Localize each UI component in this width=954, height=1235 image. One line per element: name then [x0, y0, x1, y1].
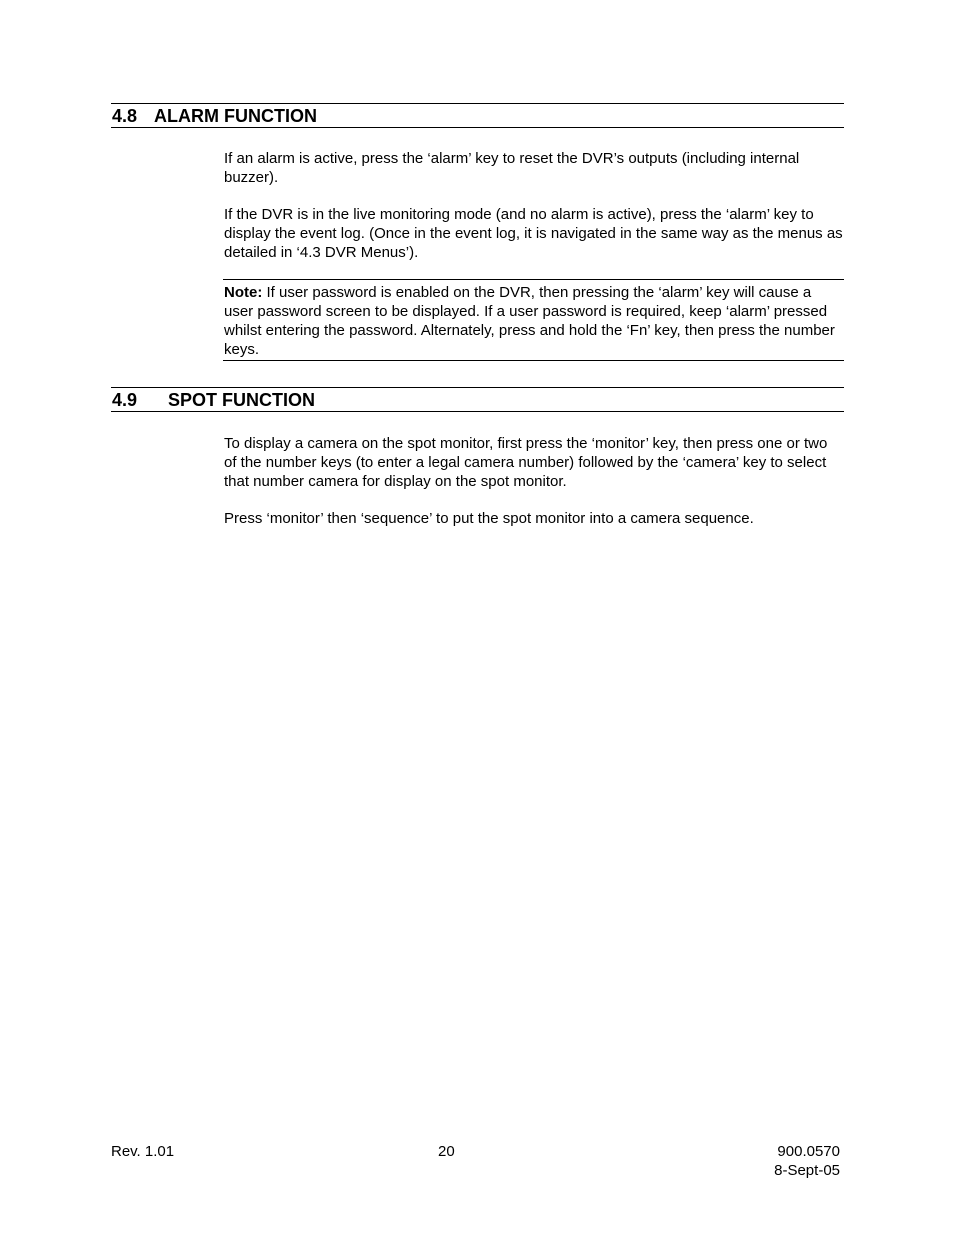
section-title: ALARM FUNCTION: [154, 106, 317, 126]
footer-date: 8-Sept-05: [774, 1162, 840, 1179]
section-number: 4.9: [112, 390, 138, 410]
note-box: [224, 279, 844, 361]
section-body-alarm: [224, 149, 844, 280]
paragraph: Press ‘monitor’ then ‘sequence’ to put the spot monitor into a camera sequence.: [224, 510, 754, 527]
note-text: If user password is enabled on the DVR, then pressing the ‘alarm’ key will cause a user password screen to be displayed. If a user password is required, keep ‘alarm’ pressed whilst entering the password. Alternately, press and hold the ‘Fn’ key, then press the number keys.: [224, 284, 835, 358]
section-heading-bar: [111, 387, 844, 412]
section-body-spot: [224, 434, 844, 546]
note: [223, 279, 844, 361]
paragraph: To display a camera on the spot monitor, first press the ‘monitor’ key, then press one or two of the number keys (to enter a legal camera number) followed by the ‘camera’ key to select that number camera for display on the spot monitor.: [224, 435, 828, 490]
footer-revision: Rev. 1.01: [111, 1143, 175, 1160]
section-number: 4.8: [112, 106, 138, 126]
section-heading-spot: [111, 387, 844, 412]
footer-doc-number: 900.0570: [777, 1143, 840, 1160]
paragraph: If the DVR is in the live monitoring mode (and no alarm is active), press the ‘alarm’ key to display the event log. (Once in the event log, it is navigated in the same way as the menus as detailed in ‘4.3 DVR Menus’).: [224, 206, 843, 261]
section-heading-bar: [111, 103, 844, 128]
section-heading-alarm: [111, 103, 844, 128]
footer-doc-info: [774, 1142, 840, 1180]
footer-page-number: 20: [438, 1143, 455, 1160]
paragraph: If an alarm is active, press the ‘alarm’ key to reset the DVR’s outputs (including internal buzzer).: [224, 150, 800, 186]
section-title: SPOT FUNCTION: [168, 390, 315, 410]
note-label: Note:: [224, 284, 263, 301]
